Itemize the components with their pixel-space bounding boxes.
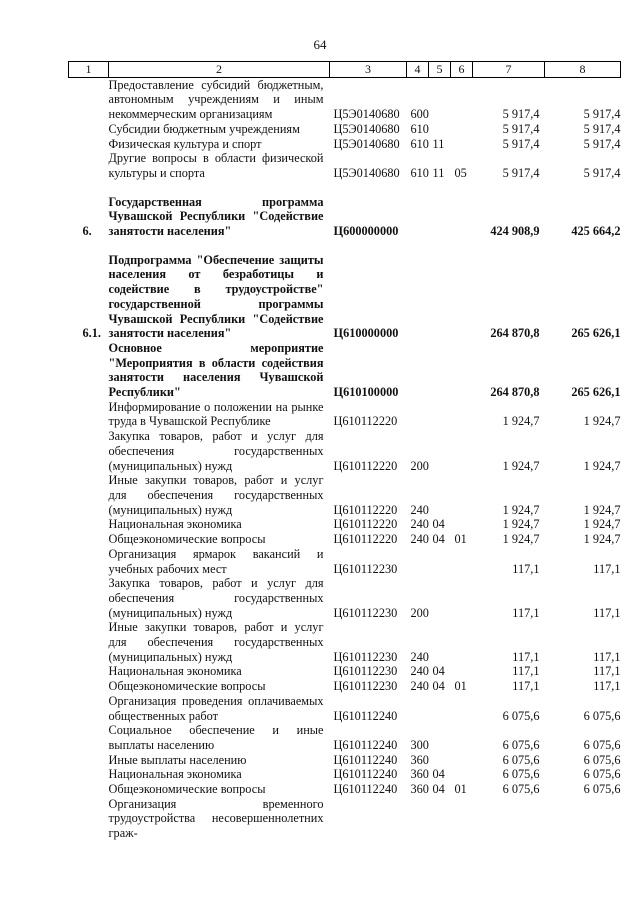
- column-header: 3: [330, 62, 407, 78]
- section-code-cell: 11: [432, 165, 445, 180]
- subsection-code-cell: [451, 400, 473, 429]
- subsection-code-cell: [451, 429, 473, 473]
- expense-type-code-cell: 360: [410, 767, 429, 782]
- section-code-cell: [429, 473, 451, 517]
- subsection-code-cell: [451, 694, 473, 723]
- expense-type-code-cell: 240: [410, 517, 429, 532]
- expense-type-code-cell: 240: [410, 664, 429, 679]
- amount-year-2-cell: 6 075,6: [583, 752, 621, 767]
- target-article-code-cell: Ц5Э0140680: [333, 136, 400, 151]
- expense-type-code-cell: 240: [410, 532, 429, 547]
- column-header: 8: [545, 62, 621, 78]
- item-name-cell: Организация временного трудоустройства несовершеннолетних граж-: [108, 796, 324, 841]
- target-article-code-cell: Ц610000000: [333, 326, 399, 341]
- amount-year-1-cell: 6 075,6: [502, 752, 540, 767]
- item-name-cell: Государственная программа Чувашской Республики "Содействие занятости населения": [108, 194, 324, 239]
- row-number-cell: [69, 400, 109, 429]
- expense-type-code-cell: 610: [410, 136, 429, 151]
- table-row: [69, 77, 621, 122]
- row-number-cell: [69, 532, 109, 547]
- table-row: [69, 797, 621, 841]
- target-article-code-cell: Ц5Э0140680: [333, 107, 400, 122]
- item-name-cell: Физическая культура и спорт: [108, 136, 262, 151]
- table-row: [69, 151, 621, 180]
- subsection-code-cell: [451, 122, 473, 137]
- target-article-code-cell: Ц600000000: [333, 224, 399, 239]
- amount-year-1-cell: 117,1: [512, 649, 540, 664]
- spacer-cell: [69, 239, 621, 253]
- row-number-cell: [69, 753, 109, 768]
- target-article-code-cell: Ц610112240: [333, 782, 398, 797]
- table-body: [69, 77, 621, 841]
- target-article-code-cell: Ц610112240: [333, 752, 398, 767]
- subsection-code-cell: 01: [454, 532, 467, 547]
- amount-year-1-cell: 5 917,4: [502, 121, 540, 136]
- expense-type-code-cell: 200: [410, 605, 429, 620]
- column-header: 7: [473, 62, 545, 78]
- row-number-cell: [69, 797, 109, 841]
- table-row: [69, 341, 621, 400]
- amount-year-2-cell: 265 626,1: [571, 326, 621, 341]
- expense-type-code-cell: 200: [410, 458, 429, 473]
- table-row: [69, 547, 621, 576]
- amount-year-1-cell: [473, 797, 545, 841]
- target-article-code-cell: Ц610112230: [333, 649, 398, 664]
- column-header: 4: [407, 62, 429, 78]
- amount-year-2-cell: 117,1: [593, 561, 621, 576]
- expense-type-code-cell: 240: [410, 502, 429, 517]
- target-article-code-cell: Ц5Э0140680: [333, 165, 400, 180]
- target-article-code-cell: Ц610112230: [333, 561, 398, 576]
- table-row: [69, 664, 621, 679]
- amount-year-1-cell: 5 917,4: [502, 136, 540, 151]
- row-number-cell: [69, 679, 109, 694]
- item-name-cell: Субсидии бюджетным учреждениям: [108, 121, 300, 136]
- section-code-cell: 04: [432, 664, 445, 679]
- row-number-cell: [69, 664, 109, 679]
- amount-year-1-cell: 264 870,8: [490, 326, 540, 341]
- target-article-code-cell: Ц610112220: [333, 532, 398, 547]
- table-row: [69, 767, 621, 782]
- table-row: [69, 253, 621, 341]
- amount-year-2-cell: 6 075,6: [583, 737, 621, 752]
- expense-type-code-cell: [407, 547, 429, 576]
- target-article-code-cell: Ц610112240: [333, 708, 398, 723]
- target-article-code-cell: [330, 797, 407, 841]
- subsection-code-cell: [451, 576, 473, 620]
- page-number: 64: [313, 37, 327, 52]
- budget-table: [68, 61, 621, 841]
- table-row: [69, 137, 621, 152]
- expense-type-code-cell: 360: [410, 782, 429, 797]
- subsection-code-cell: [451, 517, 473, 532]
- table-row: [69, 400, 621, 429]
- section-code-cell: 11: [432, 136, 445, 151]
- target-article-code-cell: Ц610112220: [333, 414, 398, 429]
- section-code-cell: [429, 797, 451, 841]
- subsection-code-cell: [451, 473, 473, 517]
- subsection-code-cell: [451, 341, 473, 400]
- section-code-cell: [429, 576, 451, 620]
- target-article-code-cell: Ц610112230: [333, 679, 398, 694]
- expense-type-code-cell: 300: [410, 737, 429, 752]
- table-row: [69, 723, 621, 752]
- row-number-cell: [69, 576, 109, 620]
- target-article-code-cell: Ц610112230: [333, 605, 398, 620]
- section-code-cell: 04: [432, 517, 445, 532]
- item-name-cell: Иные закупки товаров, работ и услуг для обеспечения государственных (муниципальных) нужд: [108, 620, 324, 664]
- table-row: [69, 473, 621, 517]
- item-name-cell: Иные закупки товаров, работ и услуг для обеспечения государственных (муниципальных) нужд: [108, 473, 324, 517]
- row-number-cell: [69, 473, 109, 517]
- amount-year-2-cell: 5 917,4: [583, 136, 621, 151]
- target-article-code-cell: Ц610112220: [333, 517, 398, 532]
- subsection-code-cell: [451, 137, 473, 152]
- subsection-code-cell: [451, 797, 473, 841]
- subsection-code-cell: 05: [454, 165, 467, 180]
- amount-year-1-cell: 5 917,4: [502, 165, 540, 180]
- item-name-cell: Социальное обеспечение и иные выплаты населению: [108, 723, 324, 752]
- table-row: [69, 517, 621, 532]
- column-header: 1: [69, 62, 109, 78]
- amount-year-2-cell: 117,1: [593, 679, 621, 694]
- item-name-cell: Национальная экономика: [108, 517, 242, 532]
- expense-type-code-cell: 240: [410, 649, 429, 664]
- target-article-code-cell: Ц610112240: [333, 737, 398, 752]
- amount-year-2-cell: 1 924,7: [583, 458, 621, 473]
- column-number-header-row: [69, 62, 621, 78]
- amount-year-2-cell: 6 075,6: [583, 767, 621, 782]
- row-number-cell: [69, 517, 109, 532]
- item-name-cell: Организация проведения оплачиваемых общественных работ: [108, 693, 324, 723]
- subsection-code-cell: [451, 664, 473, 679]
- section-code-cell: [429, 122, 451, 137]
- item-name-cell: Общеэкономические вопросы: [108, 782, 266, 797]
- subsection-code-cell: [451, 547, 473, 576]
- section-code-cell: [429, 723, 451, 752]
- subsection-code-cell: [451, 253, 473, 341]
- amount-year-2-cell: 1 924,7: [583, 532, 621, 547]
- amount-year-2-cell: [545, 797, 621, 841]
- expense-type-code-cell: [407, 253, 429, 341]
- amount-year-2-cell: 1 924,7: [583, 517, 621, 532]
- section-code-cell: [429, 341, 451, 400]
- column-header: 2: [109, 62, 330, 78]
- item-name-cell: Информирование о положении на рынке труда в Чувашской Республике: [108, 399, 324, 429]
- table-row: [69, 532, 621, 547]
- item-name-cell: Подпрограмма "Обеспечение защиты населения от безработицы и содействие в трудоустройстве" государственной программы Чувашской Республики "Содействие занятости населения": [108, 252, 324, 341]
- item-name-cell: Иные выплаты населению: [108, 752, 247, 767]
- row-number-cell: [69, 723, 109, 752]
- item-name-cell: Основное мероприятие "Мероприятия в области содействия занятости населения Чувашской Республики": [108, 340, 324, 400]
- item-name-cell: Закупка товаров, работ и услуг для обеспечения государственных (муниципальных) нужд: [108, 429, 324, 473]
- row-number-cell: 6.: [82, 224, 92, 239]
- section-code-cell: [429, 753, 451, 768]
- amount-year-2-cell: 425 664,2: [571, 224, 621, 239]
- target-article-code-cell: Ц610112220: [333, 458, 398, 473]
- row-number-cell: [69, 429, 109, 473]
- expense-type-code-cell: 610: [410, 121, 429, 136]
- amount-year-1-cell: 6 075,6: [502, 767, 540, 782]
- amount-year-1-cell: 1 924,7: [502, 517, 540, 532]
- column-header: 6: [451, 62, 473, 78]
- amount-year-1-cell: 5 917,4: [502, 107, 540, 122]
- amount-year-1-cell: 6 075,6: [502, 737, 540, 752]
- item-name-cell: Национальная экономика: [108, 664, 242, 679]
- section-code-cell: [429, 400, 451, 429]
- subsection-code-cell: [451, 767, 473, 782]
- target-article-code-cell: Ц610112220: [333, 502, 398, 517]
- section-code-cell: [429, 620, 451, 664]
- item-name-cell: Закупка товаров, работ и услуг для обеспечения государственных (муниципальных) нужд: [108, 576, 324, 620]
- amount-year-1-cell: 117,1: [512, 679, 540, 694]
- section-code-cell: [429, 77, 451, 122]
- expense-type-code-cell: 240: [410, 679, 429, 694]
- row-number-cell: [69, 137, 109, 152]
- subsection-code-cell: [451, 753, 473, 768]
- target-article-code-cell: Ц610100000: [333, 385, 399, 400]
- section-code-cell: [429, 253, 451, 341]
- row-number-cell: [69, 77, 109, 122]
- amount-year-2-cell: 1 924,7: [583, 502, 621, 517]
- column-header: 5: [429, 62, 451, 78]
- amount-year-1-cell: 264 870,8: [490, 385, 540, 400]
- table-row: [69, 782, 621, 797]
- amount-year-1-cell: 117,1: [512, 561, 540, 576]
- item-name-cell: Общеэкономические вопросы: [108, 532, 266, 547]
- section-code-cell: 04: [432, 782, 445, 797]
- amount-year-2-cell: 5 917,4: [583, 121, 621, 136]
- table-row: [69, 122, 621, 137]
- target-article-code-cell: Ц610112240: [333, 767, 398, 782]
- section-code-cell: [429, 547, 451, 576]
- table-row: [69, 195, 621, 239]
- amount-year-2-cell: 6 075,6: [583, 708, 621, 723]
- table-row: [69, 679, 621, 694]
- expense-type-code-cell: 360: [410, 752, 429, 767]
- section-code-cell: [429, 694, 451, 723]
- row-number-cell: [69, 694, 109, 723]
- section-code-cell: [429, 429, 451, 473]
- expense-type-code-cell: [407, 797, 429, 841]
- row-number-cell: [69, 151, 109, 180]
- subsection-code-cell: [451, 723, 473, 752]
- row-number-cell: [69, 547, 109, 576]
- subsection-code-cell: 01: [454, 679, 467, 694]
- table-row: [69, 694, 621, 723]
- section-code-cell: 04: [432, 532, 445, 547]
- subsection-code-cell: [451, 620, 473, 664]
- item-name-cell: Другие вопросы в области физической культуры и спорта: [108, 151, 324, 180]
- amount-year-2-cell: 117,1: [593, 649, 621, 664]
- amount-year-2-cell: 1 924,7: [583, 414, 621, 429]
- item-name-cell: Общеэкономические вопросы: [108, 679, 266, 694]
- amount-year-1-cell: 117,1: [512, 605, 540, 620]
- subsection-code-cell: [451, 77, 473, 122]
- expense-type-code-cell: [407, 195, 429, 239]
- row-number-cell: [69, 620, 109, 664]
- amount-year-2-cell: 5 917,4: [583, 165, 621, 180]
- amount-year-1-cell: 1 924,7: [502, 458, 540, 473]
- table-row: [69, 576, 621, 620]
- amount-year-1-cell: 1 924,7: [502, 502, 540, 517]
- row-number-cell: [69, 767, 109, 782]
- spacer-row: [69, 181, 621, 195]
- amount-year-1-cell: 1 924,7: [502, 414, 540, 429]
- amount-year-2-cell: 117,1: [593, 605, 621, 620]
- expense-type-code-cell: [407, 341, 429, 400]
- amount-year-2-cell: 5 917,4: [583, 107, 621, 122]
- spacer-cell: [69, 181, 621, 195]
- amount-year-1-cell: 6 075,6: [502, 782, 540, 797]
- row-number-cell: 6.1.: [82, 326, 101, 341]
- amount-year-2-cell: 265 626,1: [571, 385, 621, 400]
- amount-year-2-cell: 117,1: [593, 664, 621, 679]
- table-row: [69, 753, 621, 768]
- expense-type-code-cell: 610: [410, 165, 429, 180]
- item-name-cell: Предоставление субсидий бюджетным, автономным учреждениям и иным некоммерческим организациям: [108, 77, 324, 122]
- target-article-code-cell: Ц5Э0140680: [333, 121, 400, 136]
- amount-year-1-cell: 117,1: [512, 664, 540, 679]
- amount-year-1-cell: 1 924,7: [502, 532, 540, 547]
- amount-year-1-cell: 424 908,9: [490, 224, 540, 239]
- expense-type-code-cell: [407, 400, 429, 429]
- subsection-code-cell: 01: [454, 782, 467, 797]
- spacer-row: [69, 239, 621, 253]
- row-number-cell: [69, 122, 109, 137]
- table-row: [69, 429, 621, 473]
- item-name-cell: Организация ярмарок вакансий и учебных рабочих мест: [108, 546, 324, 576]
- subsection-code-cell: [451, 195, 473, 239]
- target-article-code-cell: Ц610112230: [333, 664, 398, 679]
- section-code-cell: 04: [432, 679, 445, 694]
- amount-year-1-cell: 6 075,6: [502, 708, 540, 723]
- row-number-cell: [69, 341, 109, 400]
- expense-type-code-cell: [407, 694, 429, 723]
- row-number-cell: [69, 782, 109, 797]
- section-code-cell: 04: [432, 767, 445, 782]
- table-row: [69, 620, 621, 664]
- expense-type-code-cell: 600: [410, 107, 429, 122]
- amount-year-2-cell: 6 075,6: [583, 782, 621, 797]
- section-code-cell: [429, 195, 451, 239]
- item-name-cell: Национальная экономика: [108, 767, 242, 782]
